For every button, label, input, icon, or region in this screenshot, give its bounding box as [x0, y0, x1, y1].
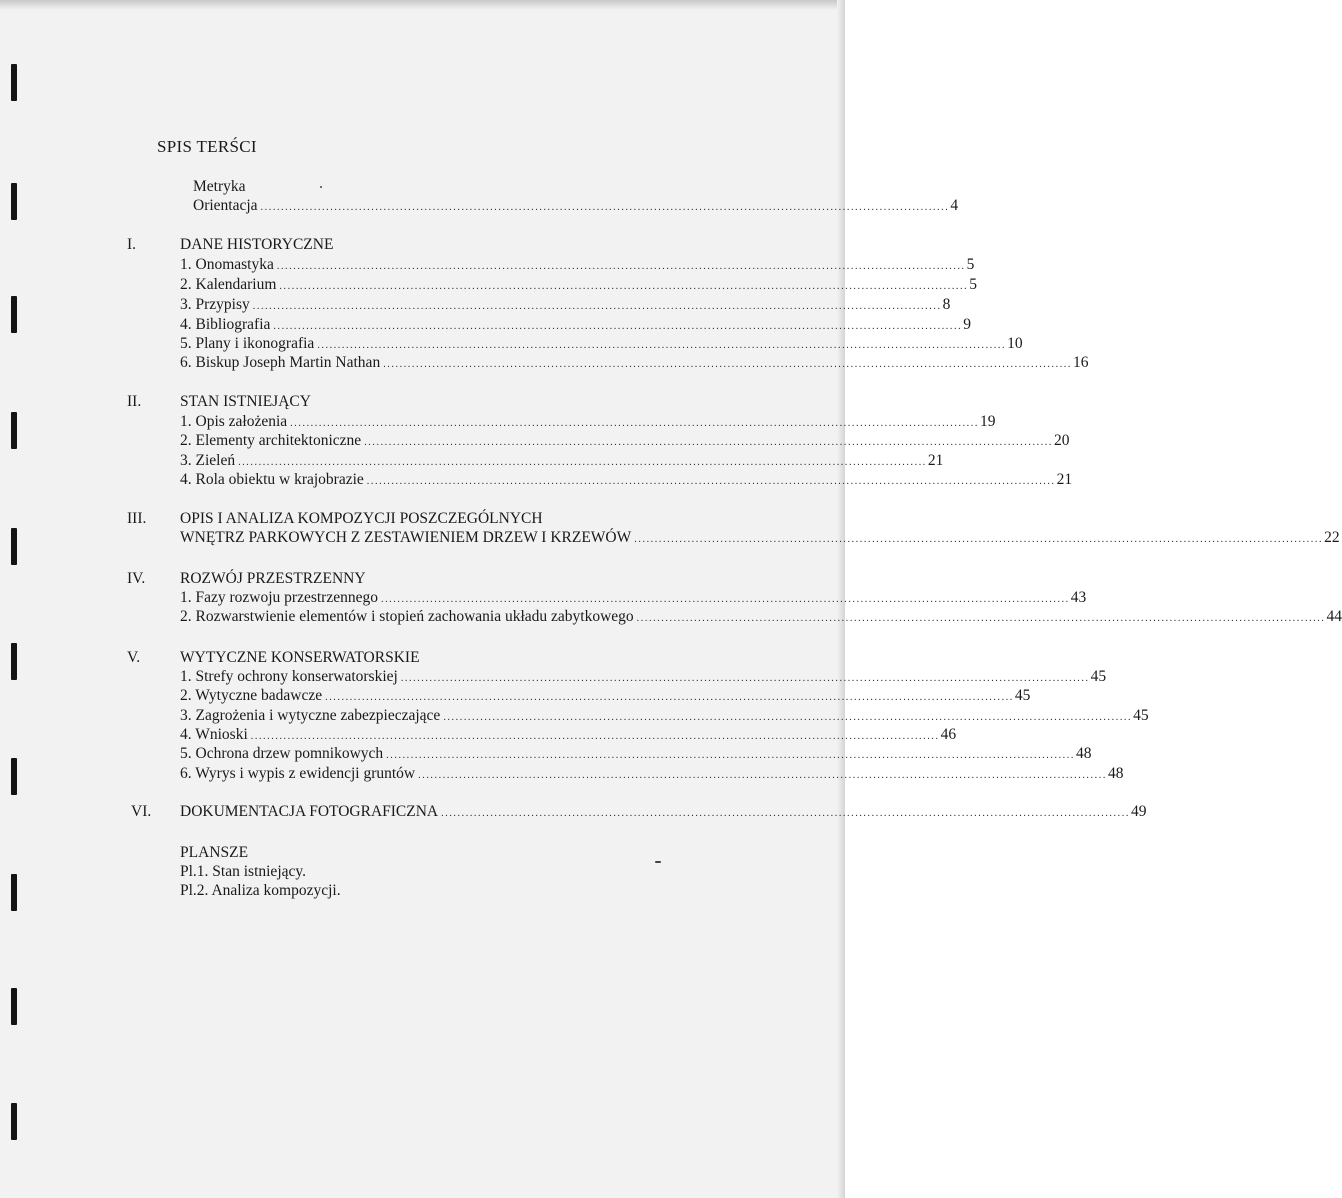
toc-entry — [180, 452, 944, 471]
section-number: VI. — [131, 803, 152, 820]
section-title: ROZWÓJ PRZESTRZENNY — [180, 570, 366, 587]
toc-entry-label: 2. Kalendarium — [180, 276, 277, 293]
toc-entry — [180, 276, 977, 295]
binding-hole-mark — [11, 874, 17, 911]
toc-leader-dots: ........................................................................................................................................................................ — [383, 359, 1073, 370]
toc-entry — [180, 765, 1124, 784]
toc-entry-label: 1. Opis założenia — [180, 413, 288, 430]
scan-speck — [320, 186, 322, 188]
toc-entry — [180, 803, 1147, 822]
toc-entry-page: 21 — [927, 452, 944, 469]
binding-hole-mark — [11, 412, 17, 449]
toc-entry-page: 4 — [950, 197, 959, 214]
toc-entry-page: 5 — [969, 276, 977, 293]
toc-entry — [180, 256, 975, 275]
binding-hole-mark — [11, 758, 17, 795]
toc-entry — [180, 296, 951, 315]
toc-intro-metryka: Metryka — [193, 178, 246, 195]
binding-hole-mark — [11, 1103, 17, 1140]
scan-edge-top — [0, 0, 845, 10]
toc-entry-label: 3. Przypisy — [180, 296, 250, 313]
toc-entry-page: 45 — [1014, 687, 1031, 704]
binding-hole-mark — [11, 988, 17, 1025]
section-title-continued: WNĘTRZ PARKOWYCH Z ZESTAWIENIEM DRZEW I KRZEWÓW — [180, 529, 632, 546]
toc-leader-dots: ........................................................................................................................................................................ — [634, 534, 1324, 545]
toc-entry-label: 1. Strefy ochrony konserwatorskiej — [180, 668, 398, 685]
toc-leader-dots: ........................................................................................................................................................................ — [636, 613, 1326, 624]
toc-entry-page: 8 — [942, 296, 951, 313]
toc-entry-page: 44 — [1326, 608, 1342, 625]
section-title: OPIS I ANALIZA KOMPOZYCJI POSZCZEGÓLNYCH — [180, 510, 543, 527]
section-number: III. — [127, 510, 147, 527]
toc-entry-page: 48 — [1075, 745, 1092, 762]
toc-entry — [180, 316, 971, 335]
toc-entry-label: 6. Biskup Joseph Martin Nathan — [180, 354, 381, 371]
toc-entry-label: 4. Rola obiektu w krajobrazie — [180, 471, 364, 488]
toc-entry-page: 9 — [963, 316, 971, 333]
toc-entry-page: 10 — [1007, 335, 1023, 352]
toc-leader-dots: ........................................................................................................................................................................ — [418, 770, 1107, 781]
plansze-item: Pl.2. Analiza kompozycji. — [180, 882, 341, 899]
toc-entry-label: Orientacja — [193, 197, 258, 214]
section-number: V. — [127, 649, 141, 666]
toc-leader-dots: ........................................................................................................................................................................ — [260, 202, 950, 213]
toc-entry-page: 48 — [1107, 765, 1124, 782]
section-number: IV. — [127, 570, 146, 587]
section-title: WYTYCZNE KONSERWATORSKIE — [180, 649, 420, 666]
toc-entry — [180, 589, 1087, 608]
toc-entry — [180, 335, 1023, 354]
toc-entry — [180, 354, 1089, 373]
toc-leader-dots: ........................................................................................................................................................................ — [380, 594, 1070, 605]
toc-entry-label: 2. Elementy architektoniczne — [180, 432, 362, 449]
toc-leader-dots: ........................................................................................................................................................................ — [325, 692, 1014, 703]
plansze-title: PLANSZE — [180, 844, 249, 861]
toc-entry-label: 2. Wytyczne badawcze — [180, 687, 323, 704]
toc-entry — [180, 413, 996, 432]
toc-entry-page: 45 — [1090, 668, 1107, 685]
toc-leader-dots: ........................................................................................................................................................................ — [364, 437, 1053, 448]
toc-entry-page: 22 — [1324, 529, 1340, 546]
toc-entry-label: 5. Ochrona drzew pomnikowych — [180, 745, 384, 762]
section-title: DANE HISTORYCZNE — [180, 236, 334, 253]
toc-entry-page: 45 — [1133, 707, 1149, 724]
plansze-item: Pl.1. Stan istniejący. — [180, 863, 306, 880]
section-number: I. — [127, 236, 137, 253]
toc-entry-label: 6. Wyrys i wypis z ewidencji gruntów — [180, 765, 416, 782]
toc-entry — [180, 432, 1070, 451]
toc-entry-page: 21 — [1056, 471, 1073, 488]
toc-entry — [180, 687, 1031, 706]
section-title: DOKUMENTACJA FOTOGRAFICZNA — [180, 803, 439, 820]
binding-hole-mark — [11, 643, 17, 680]
toc-entry-label: 4. Bibliografia — [180, 316, 271, 333]
toc-entry — [180, 707, 1149, 726]
toc-entry-label: 3. Zagrożenia i wytyczne zabezpieczające — [180, 707, 441, 724]
toc-entry — [180, 529, 1340, 548]
toc-entry-page: 46 — [940, 726, 957, 743]
toc-entry-page: 49 — [1130, 803, 1147, 820]
toc-leader-dots: ........................................................................................................................................................................ — [238, 457, 927, 468]
section-number: II. — [127, 393, 142, 410]
toc-leader-dots: ........................................................................................................................................................................ — [317, 340, 1007, 351]
toc-entry-label: 2. Rozwarstwienie elementów i stopień zachowania układu zabytkowego — [180, 608, 634, 625]
toc-entry-page: 20 — [1054, 432, 1070, 449]
binding-hole-mark — [11, 528, 17, 565]
binding-hole-mark — [11, 296, 17, 333]
toc-leader-dots: ........................................................................................................................................................................ — [250, 731, 940, 742]
toc-leader-dots: ........................................................................................................................................................................ — [279, 281, 969, 292]
toc-leader-dots: ........................................................................................................................................................................ — [276, 261, 966, 272]
toc-leader-dots: ........................................................................................................................................................................ — [252, 301, 942, 312]
toc-leader-dots: ........................................................................................................................................................................ — [441, 808, 1130, 819]
toc-entry-label: 1. Onomastyka — [180, 256, 274, 273]
toc-leader-dots: ........................................................................................................................................................................ — [386, 750, 1075, 761]
toc-leader-dots: ........................................................................................................................................................................ — [366, 476, 1056, 487]
toc-leader-dots: ........................................................................................................................................................................ — [290, 418, 979, 429]
scan-speck — [655, 861, 661, 863]
binding-hole-mark — [11, 183, 17, 220]
toc-title: SPIS TERŚCI — [157, 137, 257, 156]
toc-entry — [180, 471, 1073, 490]
toc-entry — [180, 745, 1092, 764]
toc-entry — [193, 197, 959, 216]
section-title: STAN ISTNIEJĄCY — [180, 393, 311, 410]
toc-entry-label: 5. Plany i ikonografia — [180, 335, 315, 352]
toc-entry-page: 16 — [1073, 354, 1089, 371]
toc-leader-dots: ........................................................................................................................................................................ — [273, 321, 963, 332]
toc-leader-dots: ........................................................................................................................................................................ — [400, 673, 1090, 684]
binding-hole-mark — [11, 64, 17, 101]
toc-entry-label: 1. Fazy rozwoju przestrzennego — [180, 589, 378, 606]
toc-entry-page: 43 — [1070, 589, 1087, 606]
toc-entry-page: 19 — [979, 413, 996, 430]
toc-leader-dots: ........................................................................................................................................................................ — [443, 712, 1133, 723]
toc-entry — [180, 726, 957, 745]
toc-entry — [180, 668, 1107, 687]
toc-entry-label: 3. Zieleń — [180, 452, 236, 469]
toc-entry-page: 5 — [966, 256, 975, 273]
toc-entry-label: 4. Wnioski — [180, 726, 248, 743]
toc-entry — [180, 608, 1342, 627]
